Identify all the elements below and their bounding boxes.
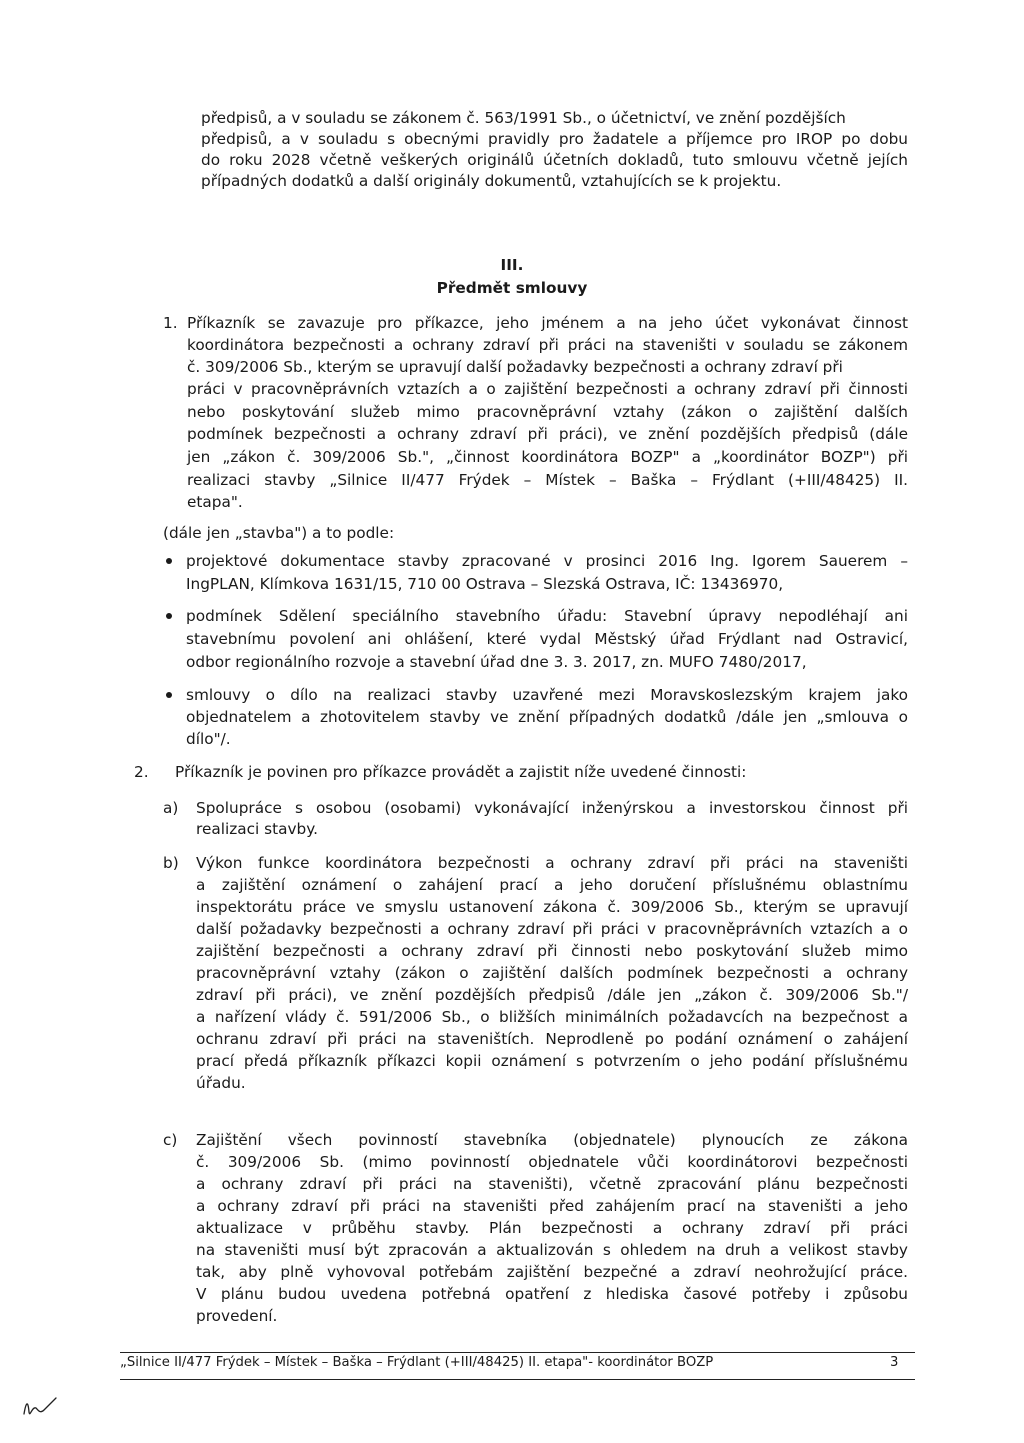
bullet-dot (166, 613, 172, 619)
bullet-2-line: odbor regionálního rozvoje a stavební úřad dne 3. 3. 2017, zn. MUFO 7480/2017, (186, 653, 807, 671)
item-c-label: c) (163, 1131, 178, 1149)
section-title: Předmět smlouvy (436, 279, 588, 297)
bullet-dot (166, 558, 172, 564)
bullet-3-line: objednatelem a zhotovitelem stavby ve znění případných dodatků /dále jen „smlouva o (186, 708, 908, 726)
intro-line-3: do roku 2028 včetně veškerých originálů účetních dokladů, tuto smlouvu včetně jejích (201, 151, 908, 169)
item-c-line: a ochrany zdraví při práci na staveništi před zahájením prací na staveništi a jeho (196, 1197, 908, 1215)
item-c-line: č. 309/2006 Sb. (mimo povinností objednatele vůči koordinátorovi bezpečnosti (196, 1153, 908, 1171)
bullet-dot (166, 692, 172, 698)
footer-page-number: 3 (890, 1355, 899, 1370)
point-1-line: práci v pracovněprávních vztazích a o zajištění bezpečnosti a ochrany zdraví při činnosti (187, 380, 908, 398)
bullet-3-line: smlouvy o dílo na realizaci stavby uzavřené mezi Moravskoslezským krajem jako (186, 686, 908, 704)
section-number: III. (500, 256, 524, 274)
item-a-label: a) (163, 799, 179, 817)
point-1-number: 1. (163, 314, 178, 332)
bullet-3-line: dílo"/. (186, 730, 231, 748)
point-1-line: Příkazník se zavazuje pro příkazce, jeho jménem a na jeho účet vykonávat činnost (187, 314, 908, 332)
stavba-note: (dále jen „stavba") a to podle: (163, 524, 395, 542)
item-c-line: aktualizace v průběhu stavby. Plán bezpečnosti a ochrany zdraví při práci (196, 1219, 908, 1237)
item-b-line: Výkon funkce koordinátora bezpečnosti a ochrany zdraví při práci na staveništi (196, 854, 908, 872)
bullet-1-line: IngPLAN, Klímkova 1631/15, 710 00 Ostrava – Slezská Ostrava, IČ: 13436970, (186, 575, 784, 593)
item-b-line: pracovněprávní vztahy (zákon o zajištění dalších podmínek bezpečnosti a ochrany (196, 964, 908, 982)
footer-rule-bottom (120, 1379, 915, 1380)
item-b-line: úřadu. (196, 1074, 246, 1092)
item-c-line: V plánu budou uvedena potřebná opatření z hlediska časové potřeby i způsobu (196, 1285, 908, 1303)
intro-line-4: případných dodatků a další originály dokumentů, vztahujících se k projektu. (201, 172, 782, 190)
item-c-line: a ochrany zdraví při práci na staveništi), včetně zpracování plánu bezpečnosti (196, 1175, 908, 1193)
point-1-line: etapa". (187, 493, 243, 511)
item-c-line: na staveništi musí být zpracován a aktualizován s ohledem na druh a velikost stavby (196, 1241, 908, 1259)
point-2-intro: Příkazník je povinen pro příkazce provádět a zajistit níže uvedené činnosti: (175, 763, 747, 781)
item-b-line: prací předá příkazník příkazci kopii oznámení s potvrzením o jeho podání příslušnému (196, 1052, 908, 1070)
item-b-line: a nařízení vlády č. 591/2006 Sb., o bližších minimálních požadavcích na bezpečnost a (196, 1008, 908, 1026)
point-1-line: č. 309/2006 Sb., kterým se upravují další požadavky bezpečnosti a ochrany zdraví při (187, 358, 843, 376)
item-b-line: ochranu zdraví při práci na staveništích. Neprodleně po podání oznámení o zahájení (196, 1030, 908, 1048)
point-1-line: jen „zákon č. 309/2006 Sb.", „činnost koordinátora BOZP" a „koordinátor BOZP") při (187, 448, 908, 466)
intro-line-2: předpisů, a v souladu s obecnými pravidly pro žadatele a příjemce pro IROP po dobu (201, 130, 908, 148)
point-1-line: koordinátora bezpečnosti a ochrany zdraví při práci na staveništi v souladu se zákonem (187, 336, 908, 354)
item-b-line: další požadavky bezpečnosti a ochrany zdraví při práci v pracovněprávních vztazích a o (196, 920, 908, 938)
point-2-number: 2. (134, 763, 149, 781)
footer-title: „Silnice II/477 Frýdek – Místek – Baška – Frýdlant (+III/48425) II. etapa"- koordinátor BOZP (120, 1355, 714, 1370)
bullet-2-line: podmínek Sdělení speciálního stavebního úřadu: Stavební úpravy nepodléhají ani (186, 607, 908, 625)
bullet-2-line: stavebnímu povolení ani ohlášení, které vydal Městský úřad Frýdlant nad Ostravicí, (186, 630, 908, 648)
handwritten-initials-mark (20, 1392, 70, 1422)
item-b-line: a zajištění oznámení o zahájení prací a jeho doručení příslušnému oblastnímu (196, 876, 908, 894)
item-c-line: provedení. (196, 1307, 278, 1325)
point-1-line: nebo poskytování služeb mimo pracovněprávní vztahy (zákon o zajištění dalších (187, 403, 908, 421)
intro-line-1: předpisů, a v souladu se zákonem č. 563/1991 Sb., o účetnictví, ve znění pozdějších (201, 109, 846, 127)
item-b-line: inspektorátu práce ve smyslu ustanovení zákona č. 309/2006 Sb., kterým se upravují (196, 898, 908, 916)
item-b-line: zajištění bezpečnosti a ochrany zdraví při činnosti nebo poskytování služeb mimo (196, 942, 908, 960)
bullet-1-line: projektové dokumentace stavby zpracované v prosinci 2016 Ing. Igorem Sauerem – (186, 552, 908, 570)
point-1-line: podmínek bezpečnosti a ochrany zdraví při práci), ve znění pozdějších předpisů (dále (187, 425, 908, 443)
item-c-line: Zajištění všech povinností stavebníka (objednatele) plynoucích ze zákona (196, 1131, 908, 1149)
point-1-line: realizaci stavby „Silnice II/477 Frýdek – Místek – Baška – Frýdlant (+III/48425) II. (187, 471, 908, 489)
footer-rule-top (120, 1352, 915, 1353)
item-b-line: zdraví při práci), ve znění pozdějších předpisů /dále jen „zákon č. 309/2006 Sb."/ (196, 986, 908, 1004)
item-c-line: tak, aby plně vyhovoval potřebám zajištění bezpečné a zdraví neohrožující práce. (196, 1263, 908, 1281)
item-b-label: b) (163, 854, 179, 872)
item-a-line: realizaci stavby. (196, 820, 319, 838)
item-a-line: Spolupráce s osobou (osobami) vykonávající inženýrskou a investorskou činnost při (196, 799, 908, 817)
